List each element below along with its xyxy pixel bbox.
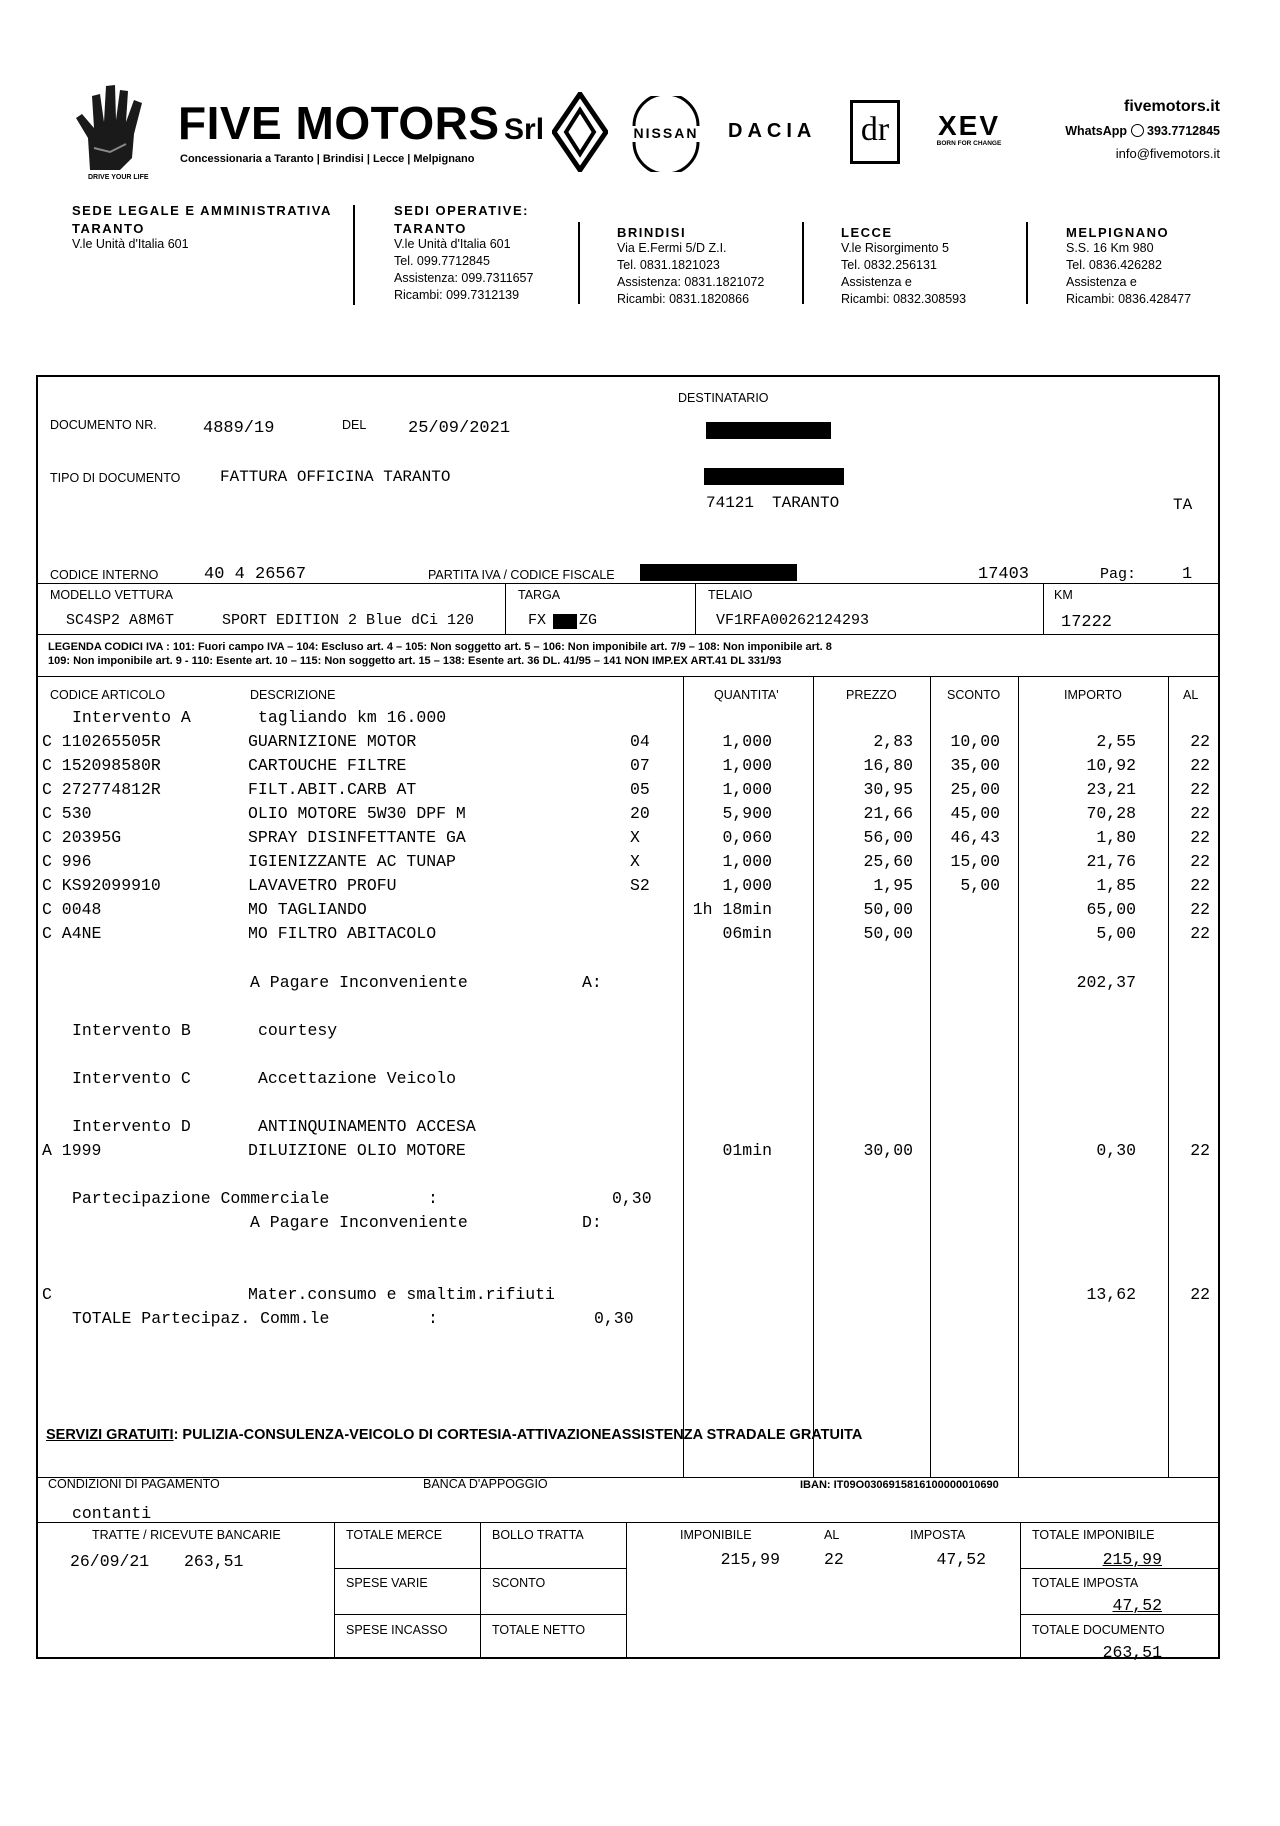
col-header-prezzo: PREZZO	[846, 688, 897, 702]
totale-documento-label: TOTALE DOCUMENTO	[1032, 1623, 1165, 1637]
cell-cod-iva: 05	[630, 780, 650, 799]
al-value: 22	[824, 1550, 844, 1569]
targa-start: FX	[528, 612, 547, 629]
cell-prezzo: 30,95	[863, 780, 913, 799]
tratte-data: 26/09/21	[70, 1552, 150, 1571]
cell-importo: 21,76	[1086, 852, 1136, 871]
imposta-label: IMPOSTA	[910, 1528, 966, 1542]
totale-partecipazione-colon: :	[428, 1309, 438, 1328]
cell-quantita: 1h 18min	[692, 900, 772, 919]
cell-codice: C 20395G	[42, 828, 122, 847]
row-d-descrizione: DILUIZIONE OLIO MOTORE	[248, 1141, 466, 1160]
cell-codice: Intervento A	[72, 708, 191, 727]
brand-suffix: Srl	[504, 113, 545, 146]
documento-data: 25/09/2021	[408, 419, 511, 438]
cell-quantita: 06min	[722, 924, 772, 943]
sconto-label: SCONTO	[492, 1576, 546, 1590]
divider	[695, 583, 696, 635]
redacted-recipient-address	[704, 468, 844, 485]
pag-label: Pag:	[1100, 566, 1137, 583]
servizi-label: SERVIZI GRATUITI	[46, 1427, 174, 1443]
consumo-descrizione: Mater.consumo e smaltim.rifiuti	[248, 1285, 555, 1304]
website-link[interactable]: fivemotors.it	[1123, 98, 1220, 115]
branch-melpignano	[1066, 225, 1191, 308]
cell-al: 22	[1190, 900, 1210, 919]
cell-sconto: 15,00	[950, 852, 1000, 871]
servizi-gratuiti	[46, 1427, 862, 1443]
targa-end: ZG	[579, 612, 598, 629]
cell-codice: C 530	[42, 804, 92, 823]
branch-details: Via E.Fermi 5/D Z.I. Tel. 0831.1821023 Assistenza: 0831.1821072 Ricambi: 0831.1820866	[617, 241, 765, 306]
consumo-importo: 13,62	[1086, 1285, 1136, 1304]
column-divider	[1168, 676, 1169, 1478]
cell-quantita: 1,000	[722, 876, 772, 895]
col-header-al: AL	[1183, 688, 1199, 702]
grid-divider	[334, 1568, 626, 1569]
cell-importo: 10,92	[1086, 756, 1136, 775]
branch-brindisi	[617, 225, 764, 308]
documento-nr: 4889/19	[203, 419, 275, 438]
cell-prezzo: 2,83	[873, 732, 913, 751]
cell-quantita: 1,000	[722, 852, 772, 871]
totale-imponibile-value: 215,99	[1102, 1550, 1162, 1569]
cell-importo: 70,28	[1086, 804, 1136, 823]
grid-divider	[334, 1614, 626, 1615]
cell-al: 22	[1190, 924, 1210, 943]
office-divider	[802, 222, 804, 304]
row-d-al: 22	[1190, 1141, 1210, 1160]
cell-prezzo: 50,00	[863, 924, 913, 943]
modello-descrizione: SPORT EDITION 2 Blue dCi 120	[222, 612, 475, 629]
pag-number: 1	[1182, 565, 1193, 584]
cell-descrizione: FILT.ABIT.CARB AT	[248, 780, 417, 799]
office-divider	[1026, 222, 1028, 304]
tratte-importo: 263,51	[184, 1552, 244, 1571]
dr-label: dr	[860, 111, 890, 148]
cell-codice: C 0048	[42, 900, 102, 919]
cell-sconto: 46,43	[950, 828, 1000, 847]
legenda-line: LEGENDA CODICI IVA : 101: Fuori campo IVA – 104: Escluso art. 4 – 105: Non soggetto art. 5 – 106: Non imponibile art. 7/9 – 108: Non imponibile art. 8	[48, 641, 832, 653]
column-divider	[813, 676, 814, 1478]
codice-cliente: 17403	[978, 565, 1030, 584]
branch-city: LECCE	[841, 225, 893, 240]
banca-label: BANCA D'APPOGGIO	[423, 1477, 548, 1491]
partecipazione-value: 0,30	[612, 1189, 652, 1208]
bollo-label: BOLLO TRATTA	[492, 1528, 584, 1542]
cell-descrizione: GUARNIZIONE MOTOR	[248, 732, 417, 751]
totale-netto-label: TOTALE NETTO	[492, 1623, 586, 1637]
del-label: DEL	[342, 418, 367, 432]
pagare-a-label: A Pagare Inconveniente	[250, 973, 468, 992]
cell-importo: 23,21	[1086, 780, 1136, 799]
renault-logo-icon	[552, 92, 608, 177]
iban-label: IBAN:	[800, 1479, 831, 1491]
recipient-province: TA	[1173, 496, 1193, 514]
cell-sconto: 35,00	[950, 756, 1000, 775]
cell-importo: 65,00	[1086, 900, 1136, 919]
intervento-c-label: Intervento C	[72, 1069, 191, 1088]
redacted-piva	[640, 564, 797, 581]
cell-cod-iva: 20	[630, 804, 650, 823]
partecipazione-label: Partecipazione Commerciale	[72, 1189, 330, 1208]
col-header-sconto: SCONTO	[947, 688, 1001, 702]
pagare-d-code: D:	[582, 1213, 602, 1232]
xev-tagline: BORN FOR CHANGE	[936, 140, 1002, 147]
whatsapp-icon	[1131, 124, 1144, 137]
branch-city: TARANTO	[394, 221, 467, 236]
cell-prezzo: 21,66	[863, 804, 913, 823]
row-d-prezzo: 30,00	[863, 1141, 913, 1160]
legal-office	[72, 203, 332, 253]
intervento-d-label: Intervento D	[72, 1117, 191, 1136]
cell-cod-iva: 04	[630, 732, 650, 751]
column-divider	[683, 676, 684, 1478]
branch-details: V.le Risorgimento 5 Tel. 0832.256131 Assistenza e Ricambi: 0832.308593	[841, 241, 967, 306]
iban-value: IT09O0306915816100000010690	[833, 1479, 999, 1491]
totale-documento-value: 263,51	[1102, 1643, 1162, 1662]
whatsapp-line[interactable]	[1000, 124, 1220, 138]
documento-nr-label: DOCUMENTO NR.	[50, 418, 157, 432]
branch-details: V.le Unità d'Italia 601 Tel. 099.7712845 Assistenza: 099.7311657 Ricambi: 099.7312139	[394, 237, 534, 302]
cell-al: 22	[1190, 852, 1210, 871]
cell-cod-iva: X	[630, 852, 640, 871]
cell-sconto: 45,00	[950, 804, 1000, 823]
pagamento-value: contanti	[72, 1504, 152, 1523]
redacted-targa	[553, 614, 577, 629]
branch-details: S.S. 16 Km 980 Tel. 0836.426282 Assistenza e Ricambi: 0836.428477	[1066, 241, 1192, 306]
col-header-importo: IMPORTO	[1064, 688, 1122, 702]
cell-quantita: 1,000	[722, 780, 772, 799]
spese-varie-label: SPESE VARIE	[346, 1576, 428, 1590]
tipo-documento: FATTURA OFFICINA TARANTO	[220, 468, 451, 486]
cell-codice: C KS92099910	[42, 876, 161, 895]
email-link[interactable]: info@fivemotors.it	[1115, 146, 1220, 161]
cell-descrizione: MO FILTRO ABITACOLO	[248, 924, 437, 943]
col-header-descrizione: DESCRIZIONE	[250, 688, 336, 702]
cell-quantita: 5,900	[722, 804, 772, 823]
totale-partecipazione-value: 0,30	[594, 1309, 634, 1328]
modello-codice: SC4SP2 A8M6T	[66, 612, 175, 629]
cell-cod-iva: S2	[630, 876, 650, 895]
column-divider	[1018, 676, 1019, 1478]
dacia-logo: DACIA	[728, 120, 817, 142]
operative-offices	[394, 203, 533, 304]
brand-subtitle: Concessionaria a Taranto | Brindisi | Lecce | Melpignano	[180, 153, 475, 165]
whatsapp-label: WhatsApp	[1065, 124, 1128, 138]
divider	[505, 583, 506, 635]
row-d-importo: 0,30	[1096, 1141, 1136, 1160]
xev-label: XEV	[937, 110, 1001, 141]
cell-descrizione: OLIO MOTORE 5W30 DPF M	[248, 804, 466, 823]
cell-al: 22	[1190, 732, 1210, 751]
cell-al: 22	[1190, 780, 1210, 799]
totale-partecipazione-label: TOTALE Partecipaz. Comm.le	[72, 1309, 330, 1328]
cell-codice: C 152098580R	[42, 756, 161, 775]
consumo-al: 22	[1190, 1285, 1210, 1304]
cell-codice: C A4NE	[42, 924, 102, 943]
imposta-value: 47,52	[936, 1550, 986, 1569]
cell-quantita: 0,060	[722, 828, 772, 847]
grid-divider	[626, 1522, 627, 1658]
cell-al: 22	[1190, 756, 1210, 775]
office-divider	[578, 222, 580, 304]
intervento-b-label: Intervento B	[72, 1021, 191, 1040]
slogan: DRIVE YOUR LIFE	[88, 174, 149, 181]
divider	[36, 676, 1220, 677]
condizioni-label: CONDIZIONI DI PAGAMENTO	[48, 1477, 220, 1491]
cell-importo: 1,85	[1096, 876, 1136, 895]
row-d-codice: A 1999	[42, 1141, 102, 1160]
office-divider	[353, 205, 355, 305]
cell-descrizione: SPRAY DISINFETTANTE GA	[248, 828, 466, 847]
destinatario-label: DESTINATARIO	[678, 391, 769, 405]
cell-descrizione: IGIENIZZANTE AC TUNAP	[248, 852, 456, 871]
targa-label: TARGA	[518, 588, 561, 602]
cell-prezzo: 50,00	[863, 900, 913, 919]
imponibile-label: IMPONIBILE	[680, 1528, 752, 1542]
brand-title	[178, 96, 544, 150]
consumo-codice: C	[42, 1285, 52, 1304]
row-d-quantita: 01min	[722, 1141, 772, 1160]
totale-imposta-label: TOTALE IMPOSTA	[1032, 1576, 1139, 1590]
cell-sconto: 25,00	[950, 780, 1000, 799]
tipo-documento-label: TIPO DI DOCUMENTO	[50, 471, 181, 485]
redacted-recipient-name	[706, 422, 831, 439]
cell-al: 22	[1190, 876, 1210, 895]
nissan-logo	[624, 96, 708, 172]
cell-descrizione: MO TAGLIANDO	[248, 900, 367, 919]
iban-line	[800, 1479, 999, 1491]
cell-descrizione: tagliando km 16.000	[258, 708, 447, 727]
codice-interno: 40 4 26567	[204, 565, 307, 584]
legal-address: V.le Unità d'Italia 601	[72, 237, 189, 251]
col-header-quantita: QUANTITA'	[714, 688, 779, 702]
cell-cod-iva: X	[630, 828, 640, 847]
intervento-d-desc: ANTINQUINAMENTO ACCESA	[258, 1117, 476, 1136]
km-value: 17222	[1061, 613, 1113, 632]
partecipazione-colon: :	[428, 1189, 438, 1208]
modello-label: MODELLO VETTURA	[50, 588, 173, 602]
col-header-codice: CODICE ARTICOLO	[50, 688, 166, 702]
column-divider	[930, 676, 931, 1478]
cell-quantita: 1,000	[722, 756, 772, 775]
branch-city: MELPIGNANO	[1066, 225, 1170, 240]
cell-prezzo: 16,80	[863, 756, 913, 775]
cell-codice: C 110265505R	[42, 732, 161, 751]
tratte-label: TRATTE / RICEVUTE BANCARIE	[92, 1528, 281, 1542]
nissan-label: NISSAN	[633, 125, 699, 141]
totale-imponibile-label: TOTALE IMPONIBILE	[1032, 1528, 1155, 1542]
recipient-cap: 74121	[706, 494, 755, 512]
intervento-c-desc: Accettazione Veicolo	[258, 1069, 457, 1088]
cell-descrizione: LAVAVETRO PROFU	[248, 876, 397, 895]
intervento-b-desc: courtesy	[258, 1021, 338, 1040]
cell-sconto: 5,00	[960, 876, 1000, 895]
cell-importo: 2,55	[1096, 732, 1136, 751]
al-label: AL	[824, 1528, 840, 1542]
branch-lecce	[841, 225, 966, 308]
cell-codice: C 272774812R	[42, 780, 161, 799]
grid-divider	[334, 1522, 335, 1658]
cell-codice: C 996	[42, 852, 92, 871]
piva-label: PARTITA IVA / CODICE FISCALE	[428, 568, 615, 582]
cell-al: 22	[1190, 828, 1210, 847]
telaio-label: TELAIO	[708, 588, 753, 602]
km-label: KM	[1054, 588, 1073, 602]
grid-divider	[480, 1522, 481, 1658]
pagare-a-total: 202,37	[1076, 973, 1136, 992]
codice-interno-label: CODICE INTERNO	[50, 568, 159, 582]
cell-importo: 1,80	[1096, 828, 1136, 847]
legenda-line: 109: Non imponibile art. 9 - 110: Esente art. 10 – 115: Non soggetto art. 15 – 138: Esente art. 36 DL. 41/95 – 141 NON IMP.EX ART.41 DL 331/93	[48, 655, 782, 667]
grid-divider	[1020, 1522, 1021, 1658]
legal-city: TARANTO	[72, 221, 145, 236]
branch-city: BRINDISI	[617, 225, 687, 240]
cell-prezzo: 1,95	[873, 876, 913, 895]
totale-imposta-value: 47,52	[1112, 1596, 1162, 1615]
recipient-city: TARANTO	[772, 494, 840, 512]
company-logo-hand	[70, 78, 162, 174]
servizi-text: : PULIZIA-CONSULENZA-VEICOLO DI CORTESIA-ATTIVAZIONEASSISTENZA STRADALE GRATUITA	[173, 1427, 863, 1443]
legenda-iva	[48, 640, 1208, 668]
cell-sconto: 10,00	[950, 732, 1000, 751]
divider	[36, 1522, 1220, 1523]
cell-prezzo: 56,00	[863, 828, 913, 847]
brand-name: FIVE MOTORS	[178, 97, 500, 149]
contact-block	[1000, 98, 1220, 161]
legal-heading: SEDE LEGALE E AMMINISTRATIVA	[72, 203, 332, 218]
spese-incasso-label: SPESE INCASSO	[346, 1623, 448, 1637]
totale-merce-label: TOTALE MERCE	[346, 1528, 443, 1542]
dr-logo	[850, 100, 900, 164]
divider	[36, 634, 1220, 635]
imponibile-value: 215,99	[720, 1550, 780, 1569]
cell-prezzo: 25,60	[863, 852, 913, 871]
operative-heading: SEDI OPERATIVE:	[394, 203, 529, 218]
cell-descrizione: CARTOUCHE FILTRE	[248, 756, 407, 775]
divider	[1043, 583, 1044, 635]
cell-importo: 5,00	[1096, 924, 1136, 943]
pagare-a-code: A:	[582, 973, 602, 992]
telaio: VF1RFA00262124293	[716, 612, 870, 629]
whatsapp-number: 393.7712845	[1147, 124, 1220, 138]
cell-quantita: 1,000	[722, 732, 772, 751]
cell-al: 22	[1190, 804, 1210, 823]
pagare-d-label: A Pagare Inconveniente	[250, 1213, 468, 1232]
cell-cod-iva: 07	[630, 756, 650, 775]
